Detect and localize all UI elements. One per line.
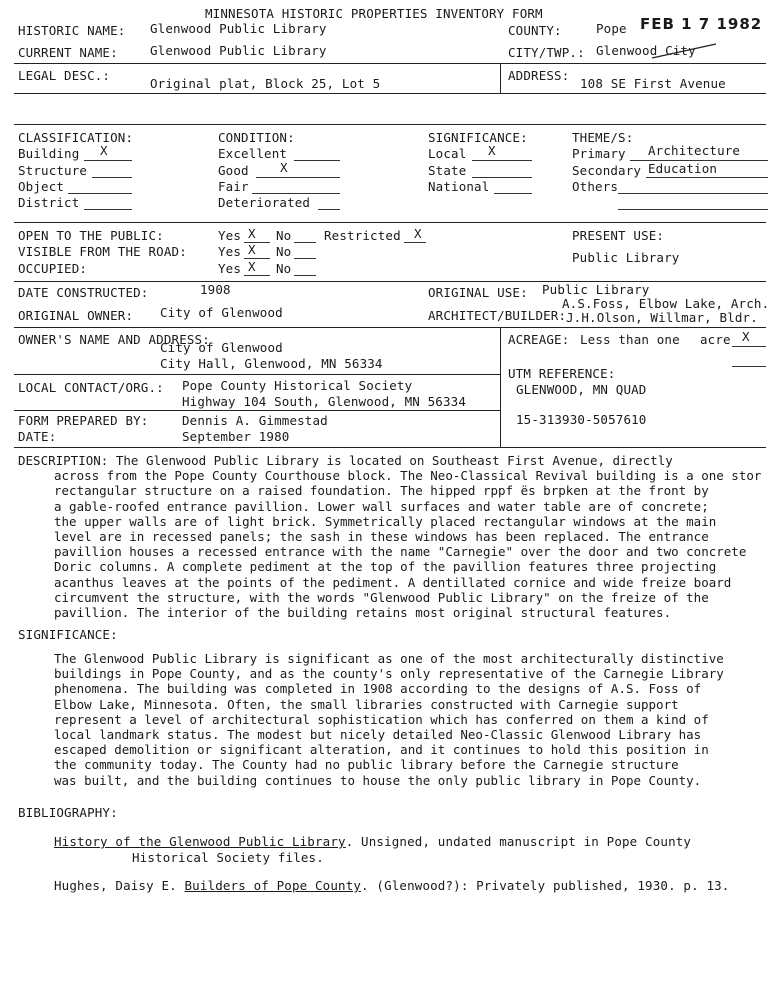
excellent-label: Excellent xyxy=(218,146,288,161)
primary-label: Primary xyxy=(572,146,626,161)
rule-4 xyxy=(14,222,766,223)
description-line: the upper walls are of light brick. Symmetrically placed rectangular windows at the main xyxy=(54,513,717,529)
visible-from-road-label: VISIBLE FROM THE ROAD: xyxy=(18,244,187,259)
object-label: Object xyxy=(18,179,65,194)
county-label: COUNTY: xyxy=(508,23,562,38)
restricted-mark: X xyxy=(414,226,422,241)
significance-line: the community today. The County had no public library before the Carnegie structure xyxy=(54,757,679,773)
bibliography-label: BIBLIOGRAPHY: xyxy=(18,805,118,820)
description-paragraph xyxy=(18,453,761,620)
utm-coords-value: 15-313930-5057610 xyxy=(516,412,647,427)
rule-7-left xyxy=(14,374,501,375)
city-twp-label: CITY/TWP.: xyxy=(508,45,585,60)
acre-mark: X xyxy=(742,329,750,344)
architect-builder-label: ARCHITECT/BUILDER: xyxy=(428,308,567,323)
description-line: across from the Pope County Courthouse block. The Neo-Classical Revival building is a one stor xyxy=(54,468,762,484)
rule-5 xyxy=(14,281,766,282)
local-contact-line2: Highway 104 South, Glenwood, MN 56334 xyxy=(182,394,466,409)
district-blank xyxy=(84,209,132,210)
bib-2-title: Builders of Pope County xyxy=(184,878,362,893)
good-blank xyxy=(256,177,340,178)
local-label: Local xyxy=(428,146,467,161)
significance-line: buildings in Pope County, and as the county's only representative of the Carnegie Library xyxy=(54,666,724,682)
primary-theme-value: Architecture xyxy=(648,143,741,158)
local-contact-line1: Pope County Historical Society xyxy=(182,378,413,393)
deteriorated-label: Deteriorated xyxy=(218,195,311,210)
open-yes-label: Yes xyxy=(218,228,242,243)
description-line: level are in recessed panels; the sash in these windows has been replaced. The entrance xyxy=(54,529,709,545)
secondary-theme-value: Education xyxy=(648,161,718,176)
acreage-value: Less than one xyxy=(580,332,680,347)
others-blank xyxy=(618,193,768,194)
object-blank xyxy=(68,193,132,194)
description-body xyxy=(18,468,761,620)
visible-no-blank xyxy=(294,258,316,259)
prepared-by-value: Dennis A. Gimmestad xyxy=(182,413,328,428)
significance-body xyxy=(54,651,724,788)
structure-blank xyxy=(92,177,132,178)
historic-name-value: Glenwood Public Library xyxy=(150,21,327,36)
description-line: rectangular structure on a raised foundation. The hipped rppf ës brpken at the front by xyxy=(54,483,709,499)
current-name-label: CURRENT NAME: xyxy=(18,45,118,60)
others-blank-2 xyxy=(618,209,768,210)
legal-desc-value: Original plat, Block 25, Lot 5 xyxy=(150,76,381,91)
description-label: DESCRIPTION: xyxy=(18,453,109,468)
local-blank xyxy=(472,160,532,161)
significance-head-label: SIGNIFICANCE: xyxy=(428,130,528,145)
building-label: Building xyxy=(18,146,80,161)
occupied-yes-mark: X xyxy=(248,259,256,274)
description-line: pavillion houses a recessed entrance with the name "Carnegie" over the door and two concrete xyxy=(54,544,747,560)
original-owner-label: ORIGINAL OWNER: xyxy=(18,308,134,323)
utm-reference-label: UTM REFERENCE: xyxy=(508,366,616,381)
description-line: pavillion. The interior of the building retains most original structural features. xyxy=(54,605,672,621)
description-line: Doric columns. A complete pediment at the top of the pavillion features three projecting xyxy=(54,559,717,575)
address-value: 108 SE First Avenue xyxy=(580,76,726,91)
national-label: National xyxy=(428,179,490,194)
current-name-value: Glenwood Public Library xyxy=(150,43,327,58)
owner-line2: City Hall, Glenwood, MN 56334 xyxy=(160,356,383,371)
local-contact-label: LOCAL CONTACT/ORG.: xyxy=(18,380,164,395)
bibliography-entry-2: Hughes, Daisy E. Builders of Pope County. (Glenwood?): Privately published, 1930. p. 13. xyxy=(54,878,730,893)
rule-6 xyxy=(14,327,766,328)
building-blank xyxy=(84,160,132,161)
date-constructed-value: 1908 xyxy=(200,282,231,297)
received-date-stamp: FEB 1 7 1982 xyxy=(640,15,763,33)
structure-label: Structure xyxy=(18,163,88,178)
occupied-yes-blank xyxy=(244,275,270,276)
significance-line: local landmark status. The modest but nicely detailed Neo-Classic Glenwood Library has xyxy=(54,727,702,743)
visible-yes-mark: X xyxy=(248,242,256,257)
restricted-blank xyxy=(404,242,426,243)
bib-1-title: History of the Glenwood Public Library xyxy=(54,834,346,849)
open-yes-mark: X xyxy=(248,226,256,241)
acre-blank xyxy=(732,346,766,347)
bib-2-author: Hughes, Daisy E. xyxy=(54,878,177,893)
state-label: State xyxy=(428,163,467,178)
bibliography-entry-1: History of the Glenwood Public Library. Unsigned, undated manuscript in Pope County xyxy=(54,834,692,849)
description-line-first: DESCRIPTION: The Glenwood Public Library is located on Southeast First Avenue, directly xyxy=(18,453,673,468)
original-use-label: ORIGINAL USE: xyxy=(428,285,528,300)
others-label: Others xyxy=(572,179,619,194)
strike-mark-icon xyxy=(650,40,720,62)
significance-line: was built, and the building continues to house the only public library in Pope County. xyxy=(54,772,702,788)
rule-v-top xyxy=(500,63,501,93)
bib-1-line2: Historical Society files. xyxy=(132,850,324,865)
visible-yes-label: Yes xyxy=(218,244,242,259)
open-to-public-label: OPEN TO THE PUBLIC: xyxy=(18,228,164,243)
good-mark: X xyxy=(280,160,288,175)
description-line: circumvent the structure, with the words "Glenwood Public Library" on the freize of the xyxy=(54,589,709,605)
owner-line1: City of Glenwood xyxy=(160,340,283,355)
occupied-yes-label: Yes xyxy=(218,261,242,276)
owners-label: OWNER'S NAME AND ADDRESS: xyxy=(18,332,210,347)
open-no-label: No xyxy=(276,228,292,243)
occupied-label: OCCUPIED: xyxy=(18,261,88,276)
form-title: MINNESOTA HISTORIC PROPERTIES INVENTORY FORM xyxy=(205,6,543,21)
deteriorated-blank xyxy=(318,209,340,210)
fair-label: Fair xyxy=(218,179,249,194)
acre-blank-2 xyxy=(732,366,766,367)
original-owner-value: City of Glenwood xyxy=(160,305,283,320)
significance-section-label: SIGNIFICANCE: xyxy=(18,627,118,642)
significance-line: escaped demolition or significant alteration, and it continues to hold this position in xyxy=(54,742,709,758)
classification-label: CLASSIFICATION: xyxy=(18,130,134,145)
state-blank xyxy=(472,177,532,178)
local-mark: X xyxy=(488,143,496,158)
original-use-value: Public Library xyxy=(542,282,650,297)
secondary-label: Secondary xyxy=(572,163,642,178)
rule-9 xyxy=(14,447,766,448)
building-mark: X xyxy=(100,143,108,158)
description-line: acanthus leaves at the points of the pediment. A dentillated cornice and wide freize board xyxy=(54,574,732,590)
date-constructed-label: DATE CONSTRUCTED: xyxy=(18,285,149,300)
present-use-value: Public Library xyxy=(572,250,680,265)
restricted-label: Restricted xyxy=(324,228,401,243)
significance-line: represent a level of architectural sophistication which has conferred on them a kind of xyxy=(54,711,709,727)
significance-line: The Glenwood Public Library is significant as one of the most architecturally distinctive xyxy=(54,651,724,666)
historic-name-label: HISTORIC NAME: xyxy=(18,23,126,38)
acreage-label: ACREAGE: xyxy=(508,332,570,347)
visible-no-label: No xyxy=(276,244,292,259)
date-label: DATE: xyxy=(18,429,57,444)
acre-label: acre xyxy=(700,332,731,347)
rule-top xyxy=(14,63,766,64)
date-value: September 1980 xyxy=(182,429,290,444)
description-line: a gable-roofed entrance pavillion. Lower wall surfaces and water table are of concrete; xyxy=(54,498,709,514)
national-blank xyxy=(494,193,532,194)
form-prepared-by-label: FORM PREPARED BY: xyxy=(18,413,149,428)
excellent-blank xyxy=(294,160,340,161)
county-value: Pope xyxy=(596,21,627,36)
good-label: Good xyxy=(218,163,249,178)
occupied-no-blank xyxy=(294,275,316,276)
secondary-blank xyxy=(646,177,768,178)
themes-label: THEME/S: xyxy=(572,130,634,145)
rule-8-left xyxy=(14,410,501,411)
fair-blank xyxy=(252,193,340,194)
city-twp-value: Glenwood City xyxy=(596,43,696,58)
address-label: ADDRESS: xyxy=(508,68,570,83)
district-label: District xyxy=(18,195,80,210)
rule-2 xyxy=(14,93,766,94)
utm-quad-value: GLENWOOD, MN QUAD xyxy=(516,382,647,397)
open-no-blank xyxy=(294,242,316,243)
condition-label: CONDITION: xyxy=(218,130,295,145)
architect-line2: J.H.Olson, Willmar, Bldr. xyxy=(566,310,758,325)
architect-line1: A.S.Foss, Elbow Lake, Arch. xyxy=(562,296,770,311)
rule-3 xyxy=(14,124,766,125)
occupied-no-label: No xyxy=(276,261,292,276)
significance-line: Elbow Lake, Minnesota. Often, the small libraries constructed with Carnegie support xyxy=(54,696,679,712)
significance-line: phenomena. The building was completed in 1908 according to the designs of A.S. Foss of xyxy=(54,681,702,697)
rule-v-mid xyxy=(500,327,501,447)
legal-desc-label: LEGAL DESC.: xyxy=(18,68,111,83)
present-use-label: PRESENT USE: xyxy=(572,228,665,243)
